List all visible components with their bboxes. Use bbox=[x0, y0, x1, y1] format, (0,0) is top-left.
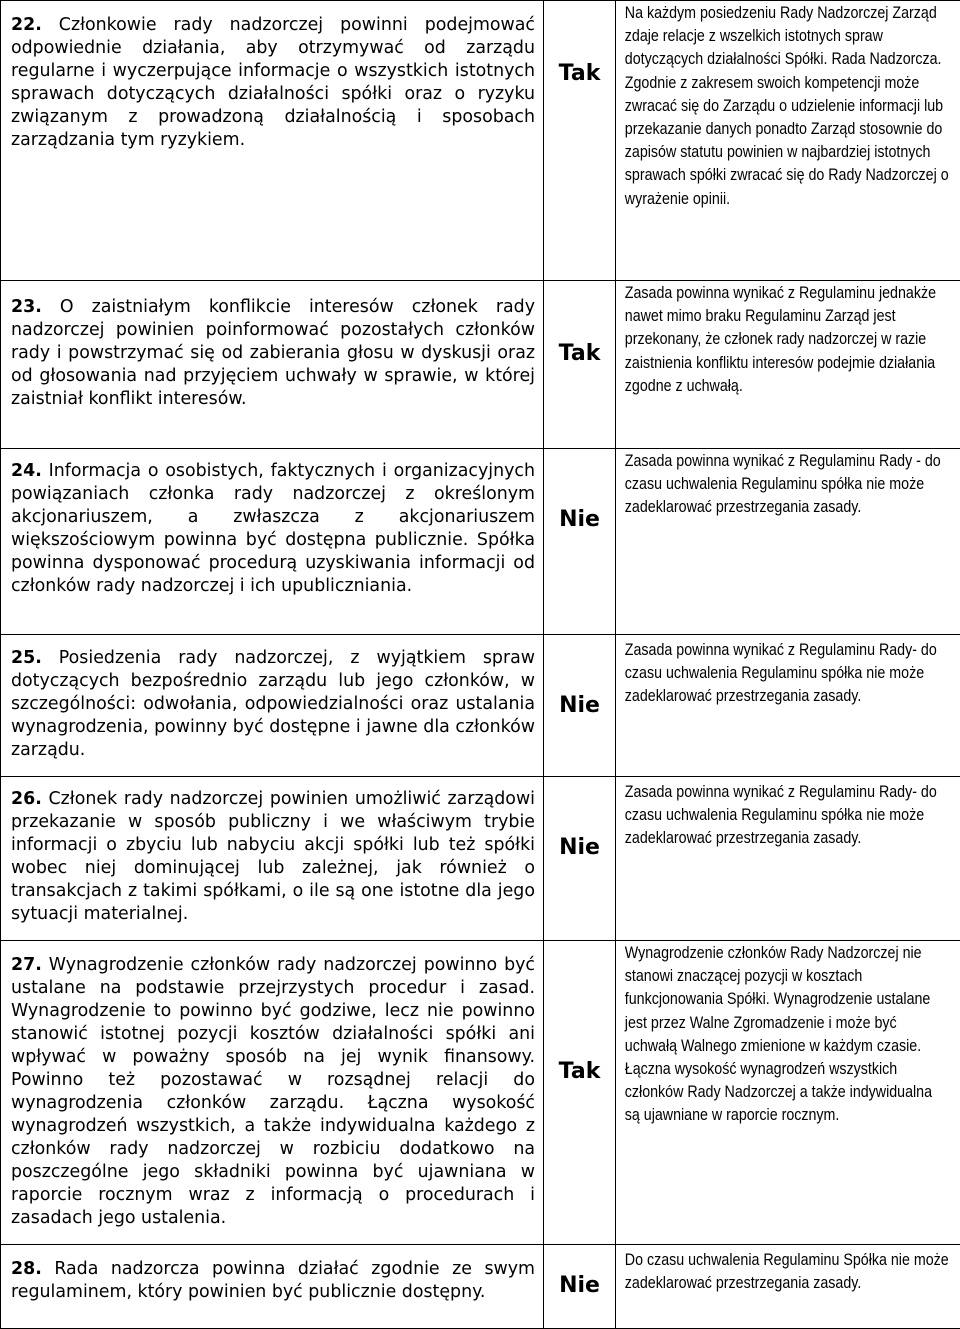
answer-value: Tak bbox=[544, 1059, 615, 1084]
answer-cell bbox=[544, 777, 616, 941]
rule-cell bbox=[1, 281, 544, 449]
rule-cell bbox=[1, 941, 544, 1245]
comment-text: Zasada powinna wynikać z Regulaminu Rady- do czasu uchwalenia Regulaminu spółka nie może zadeklarować przestrzegania zasady. bbox=[616, 635, 957, 709]
table-row bbox=[1, 635, 960, 777]
rule-paragraph bbox=[1, 449, 543, 598]
comment-cell bbox=[616, 777, 960, 941]
comment-cell bbox=[616, 941, 960, 1245]
answer-value: Nie bbox=[544, 507, 615, 532]
rule-number: 26. bbox=[11, 789, 42, 809]
rule-paragraph bbox=[1, 635, 543, 762]
rule-text: Członek rady nadzorczej powinien umożliwić zarządowi przekazanie w sposób publiczny i we właściwym trybie informacji o zbyciu lub nabyciu akcji spółki lub też spółki wobec niej dominującej lub zależnej, jak również o transakcjach z takimi spółkami, o ile są one istotne dla jego sytuacji materialnej. bbox=[11, 789, 535, 924]
comment-text: Zasada powinna wynikać z Regulaminu Rady - do czasu uchwalenia Regulaminu spółka nie może zadeklarować przestrzegania zasady. bbox=[616, 449, 957, 520]
comment-cell bbox=[616, 1245, 960, 1329]
table-row bbox=[1, 281, 960, 449]
answer-value: Tak bbox=[544, 61, 615, 86]
rule-number: 28. bbox=[11, 1259, 42, 1279]
answer-value: Nie bbox=[544, 1273, 615, 1298]
comment-text: Wynagrodzenie członków Rady Nadzorczej nie stanowi znaczącej pozycji w kosztach funkcjonowania Spółki. Wynagrodzenie ustalane jest przez Walne Zgromadzenie i może być uchwałą Walnego zmienione w każdym czasie. Łączna wysokość wynagrodzeń wszystkich członków Rady Nadzorczej a także indywidualna są ujawniane w raporcie rocznym. bbox=[616, 941, 957, 1128]
rule-paragraph bbox=[1, 1245, 543, 1304]
rule-text: Informacja o osobistych, faktycznych i organizacyjnych powiązaniach członka rady nadzorczej z określonym akcjonariuszem, a zwłaszcza z akcjonariuszem większościowym powinna być dostępna publicznie. Spółka powinna dysponować procedurą uzyskiwania informacji od członków rady nadzorczej i ich upubliczniania. bbox=[11, 461, 535, 596]
comment-cell bbox=[616, 449, 960, 635]
table-row bbox=[1, 941, 960, 1245]
rule-number: 27. bbox=[11, 955, 42, 975]
rule-paragraph bbox=[1, 941, 543, 1230]
table-row bbox=[1, 449, 960, 635]
table-row bbox=[1, 1, 960, 281]
rule-text: Członkowie rady nadzorczej powinni podejmować odpowiednie działania, aby otrzymywać od zarządu regularne i wyczerpujące informacje o wszystkich istotnych sprawach dotyczących działalności spółki oraz o ryzyku związanym z prowadzoną działalnością i sposobach zarządzania tym ryzykiem. bbox=[11, 15, 535, 150]
rule-paragraph bbox=[1, 1, 543, 152]
rule-cell bbox=[1, 635, 544, 777]
rule-cell bbox=[1, 1245, 544, 1329]
rule-text: Rada nadzorcza powinna działać zgodnie ze swym regulaminem, który powinien być publicznie dostępny. bbox=[11, 1259, 535, 1302]
rule-number: 22. bbox=[11, 15, 42, 35]
answer-cell bbox=[544, 941, 616, 1245]
rule-cell bbox=[1, 449, 544, 635]
rule-number: 24. bbox=[11, 461, 42, 481]
rule-cell bbox=[1, 1, 544, 281]
answer-value: Tak bbox=[544, 341, 615, 366]
rule-cell bbox=[1, 777, 544, 941]
rule-number: 25. bbox=[11, 648, 42, 668]
rule-text: O zaistniałym konflikcie interesów członek rady nadzorczej powinien poinformować pozostałych członków rady i powstrzymać się od zabierania głosu w dyskusji oraz od głosowania nad przyjęciem uchwały w sprawie, w której zaistniał konflikt interesów. bbox=[11, 297, 535, 409]
comment-cell bbox=[616, 1, 960, 281]
answer-cell bbox=[544, 281, 616, 449]
answer-cell bbox=[544, 449, 616, 635]
answer-value: Nie bbox=[544, 835, 615, 860]
comment-text: Zasada powinna wynikać z Regulaminu jednakże nawet mimo braku Regulaminu Zarząd jest przekonany, że członek rady nadzorczej w razie zaistnienia konfliktu interesów podejmie działania zgodne z uchwałą. bbox=[616, 281, 957, 398]
comment-text: Zasada powinna wynikać z Regulaminu Rady- do czasu uchwalenia Regulaminu spółka nie może zadeklarować przestrzegania zasady. bbox=[616, 777, 957, 851]
rule-paragraph bbox=[1, 281, 543, 411]
answer-value: Nie bbox=[544, 693, 615, 718]
rule-text: Posiedzenia rady nadzorczej, z wyjątkiem spraw dotyczących bezpośrednio zarządu lub jego członków, w szczególności: odwołania, odpowiedzialności oraz ustalania wynagrodzenia, powinny być dostępne i jawne dla członków zarządu. bbox=[11, 648, 535, 760]
table-row bbox=[1, 1245, 960, 1329]
answer-cell bbox=[544, 1245, 616, 1329]
answer-cell bbox=[544, 635, 616, 777]
comment-text: Na każdym posiedzeniu Rady Nadzorczej Zarząd zdaje relacje z wszelkich istotnych spraw dotyczących działalności Spółki. Rada Nadzorcza. Zgodnie z zakresem swoich kompetencji może zwracać się do Zarządu o udzielenie informacji lub przekazanie danych ponadto Zarząd stosownie do zapisów statutu powinien w najbardziej istotnych sprawach spółki zwracać się do Rady Nadzorczej o wyrażenie opinii. bbox=[616, 1, 957, 211]
rule-paragraph bbox=[1, 777, 543, 926]
rule-text: Wynagrodzenie członków rady nadzorczej powinno być ustalane na podstawie przejrzystych procedur i zasad. Wynagrodzenie to powinno być godziwe, lecz nie powinno stanowić istotnej pozycji kosztów działalności spółki ani wpływać w poważny sposób na jej wynik finansowy. Powinno też pozostawać w rozsądnej relacji do wynagrodzenia członków zarządu. Łączna wysokość wynagrodzeń wszystkich, a także indywidualna każdego z członków rady nadzorczej w rozbiciu dodatkowo na poszczególne jego składniki powinna być ujawniana w raporcie rocznym wraz z informacją o procedurach i zasadach jego ustalenia. bbox=[11, 955, 535, 1228]
comment-text: Do czasu uchwalenia Regulaminu Spółka nie może zadeklarować przestrzegania zasady. bbox=[616, 1245, 957, 1295]
table-row bbox=[1, 777, 960, 941]
rule-number: 23. bbox=[11, 297, 42, 317]
answer-cell bbox=[544, 1, 616, 281]
comment-cell bbox=[616, 635, 960, 777]
comment-cell bbox=[616, 281, 960, 449]
